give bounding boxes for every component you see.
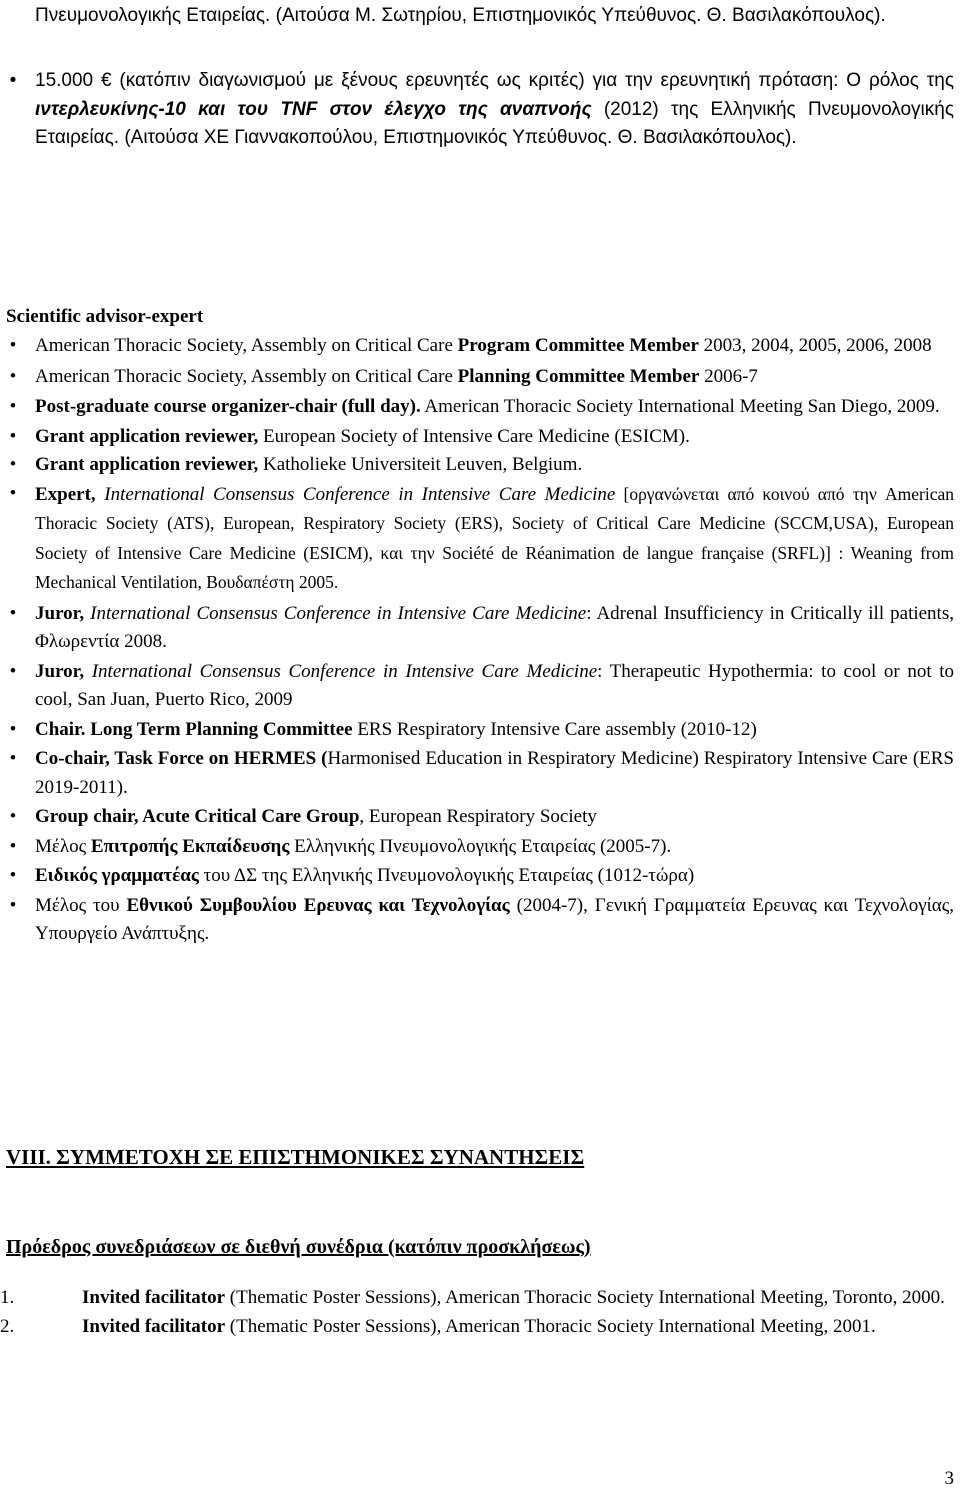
bullet-icon: •	[9, 865, 17, 886]
bullet-icon: •	[9, 425, 17, 447]
advisor-item: • Grant application reviewer, European Society of Intensive Care Medicine (ESICM).	[35, 423, 954, 452]
advisor-item: • American Thoracic Society, Assembly on Critical Care Program Committee Member 2003, 2004, 2005, 2006, 2008	[35, 332, 954, 361]
continued-text: Πνευμονολογικής Εταιρείας. (Αιτούσα Μ. Σωτηρίου, Επιστημονικός Υπεύθυνος. Θ. Βασιλακόπουλος).	[35, 5, 886, 26]
bullet-icon: •	[9, 482, 17, 504]
advisor-item: • Chair. Long Term Planning Committee ERS Respiratory Intensive Care assembly (2010-12)	[35, 716, 954, 745]
bullet-icon: •	[9, 454, 17, 475]
advisor-item: • Μέλος Επιτροπής Εκπαίδευσης Ελληνικής Πνευμονολογικής Εταιρείας (2005-7).	[35, 833, 954, 862]
bullet-icon: •	[9, 365, 17, 387]
section-heading-advisor: Scientific advisor-expert	[6, 306, 204, 327]
bullet-icon: •	[9, 835, 17, 857]
bullet-icon: •	[9, 335, 17, 356]
advisor-item: • Grant application reviewer, Katholieke Universiteit Leuven, Belgium.	[35, 451, 954, 480]
advisor-item: • Juror, International Consensus Conference in Intensive Care Medicine: Therapeutic Hypothermia: to cool or not to cool, San Juan, Puerto Rico, 2009	[35, 658, 954, 715]
grant-item: • 15.000 € (κατόπιν διαγωνισμού με ξένους ερευνητές ως κριτές) για την ερευνητική πρόταση: Ο ρόλος της ιντερλευκίνης-10 και του TNF στον έλεγχο της αναπνοής (2012) της Ελληνικής Πνευμονολογικής Εταιρείας. (Αιτούσα ΧΕ Γιαννακοπούλου, Επιστημονικός Υπεύθυνος. Θ. Βασιλακόπουλος).	[35, 67, 954, 153]
advisor-item: • Ειδικός γραμματέας του ΔΣ της Ελληνικής Πνευμονολογικής Εταιρείας (1012-τώρα)	[35, 862, 954, 891]
bullet-icon: •	[9, 70, 17, 91]
section-title-viii: VIII. ΣΥΜΜΕΤΟΧΗ ΣΕ ΕΠΙΣΤΗΜΟΝΙΚΕΣ ΣΥΝΑΝΤΗΣΕΙΣ	[6, 1145, 585, 1169]
bullet-icon: •	[9, 396, 17, 417]
advisor-item: • Expert, International Consensus Conference in Intensive Care Medicine [οργανώνεται από κοινού από την American Thoracic Society (ATS), European, Respiratory Society (ERS), Society of Critical Care Medicine (SCCM,USA), European Society of Intensive Care Medicine (ESICM), και την Société de Réanimation de langue française (SRFL)] : Weaning from Mechanical Ventilation, Βουδαπέστη 2005.	[35, 480, 954, 598]
continued-paragraph	[35, 2, 954, 31]
advisor-item: • Μέλος του Εθνικού Συμβουλίου Ερευνας και Τεχνολογίας (2004-7), Γενική Γραμματεία Ερευνας και Τεχνολογίας, Υπουργείο Ανάπτυξης.	[35, 892, 954, 949]
list-item: 1. Invited facilitator (Thematic Poster Sessions), American Thoracic Society International Meeting, Toronto, 2000.	[0, 1287, 945, 1308]
bullet-icon: •	[9, 660, 17, 682]
page-number: 3	[944, 1467, 954, 1489]
bullet-icon: •	[9, 602, 17, 624]
advisor-item: • Co-chair, Task Force on HERMES (Harmonised Education in Respiratory Medicine) Respiratory Intensive Care (ERS 2019-2011).	[35, 745, 954, 802]
grant-list	[9, 67, 954, 153]
list-item: 2. Invited facilitator (Thematic Poster Sessions), American Thoracic Society International Meeting, 2001.	[0, 1315, 876, 1337]
advisor-item: • Juror, International Consensus Conference in Intensive Care Medicine: Adrenal Insufficiency in Critically ill patients, Φλωρεντία 2008.	[35, 600, 954, 657]
advisor-item: • Post-graduate course organizer-chair (full day). American Thoracic Society International Meeting San Diego, 2009.	[35, 393, 954, 422]
bullet-icon: •	[9, 718, 17, 740]
advisor-item: • American Thoracic Society, Assembly on Critical Care Planning Committee Member 2006-7	[35, 363, 954, 392]
advisor-list	[9, 332, 954, 949]
advisor-item: • Group chair, Acute Critical Care Group, European Respiratory Society	[35, 803, 954, 832]
bullet-icon: •	[9, 806, 17, 827]
bullet-icon: •	[9, 894, 17, 916]
subsection-heading: Πρόεδρος συνεδριάσεων σε διεθνή συνέδρια (κατόπιν προσκλήσεως)	[6, 1236, 591, 1258]
bullet-icon: •	[9, 748, 17, 769]
numbered-list	[0, 1284, 954, 1341]
grant-title: ιντερλευκίνης-10 και του TNF στον έλεγχο της αναπνοής	[35, 98, 592, 120]
